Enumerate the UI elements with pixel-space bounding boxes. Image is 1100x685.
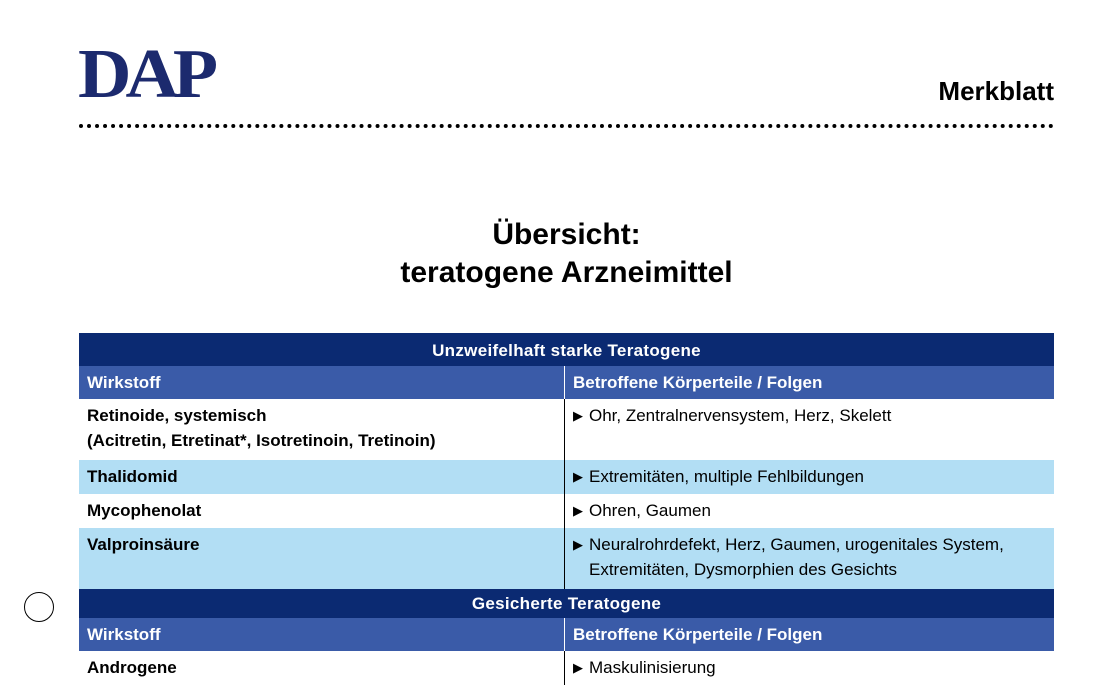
substance-name: Valproinsäure	[87, 535, 200, 554]
effects-cell	[565, 528, 1054, 589]
column-header-effects: Betroffene Körperteile / Folgen	[573, 373, 823, 392]
section-heading-strong-teratogens: Unzweifelhaft starke Teratogene	[79, 333, 1054, 366]
effects-text: Maskulinisierung	[589, 658, 716, 677]
table-row	[79, 399, 1054, 460]
effects-text: Ohren, Gaumen	[589, 501, 711, 520]
effects-text: Neuralrohrdefekt, Herz, Gaumen, urogenitales System,	[589, 535, 1004, 554]
bullet-triangle-icon: ▶	[573, 537, 583, 552]
title-line-2: teratogene Arzneimittel	[400, 256, 733, 289]
substance-cell	[79, 460, 565, 494]
substance-name: Thalidomid	[87, 467, 178, 486]
substance-cell	[79, 399, 565, 460]
document-type-label: Merkblatt	[938, 76, 1054, 106]
column-header-substance: Wirkstoff	[79, 366, 565, 399]
bullet-triangle-icon: ▶	[573, 503, 583, 518]
table-row	[79, 528, 1054, 589]
column-header-effects: Betroffene Körperteile / Folgen	[573, 625, 823, 644]
page-title	[0, 216, 1100, 292]
effects-cell	[565, 399, 1054, 460]
bullet-triangle-icon: ▶	[573, 660, 583, 675]
substance-detail: (Acitretin, Etretinat*, Isotretinoin, Tretinoin)	[87, 431, 436, 450]
punch-hole-circle	[24, 592, 54, 622]
title-line-1: Übersicht:	[492, 218, 641, 251]
effects-cell	[565, 460, 1054, 494]
substance-name: Retinoide, systemisch	[87, 406, 267, 425]
effects-cell	[565, 651, 1054, 685]
table-row	[79, 494, 1054, 528]
effects-text: Extremitäten, multiple Fehlbildungen	[589, 467, 864, 486]
header-divider	[79, 124, 1054, 128]
column-header-row	[79, 366, 1054, 399]
table-row	[79, 651, 1054, 685]
substance-cell	[79, 528, 565, 589]
substance-cell	[79, 494, 565, 528]
effects-text: Ohr, Zentralnervensystem, Herz, Skelett	[589, 406, 892, 425]
teratogen-table	[79, 333, 1054, 685]
effects-cell	[565, 494, 1054, 528]
section-heading-confirmed-teratogens: Gesicherte Teratogene	[79, 589, 1054, 618]
table-row	[79, 460, 1054, 494]
dap-logo: DAP	[78, 35, 213, 113]
substance-cell	[79, 651, 565, 685]
column-header-row	[79, 618, 1054, 651]
effects-text-continued: Extremitäten, Dysmorphien des Gesichts	[589, 560, 898, 579]
bullet-triangle-icon: ▶	[573, 408, 583, 423]
substance-name: Mycophenolat	[87, 501, 202, 520]
column-header-substance: Wirkstoff	[79, 618, 565, 651]
bullet-triangle-icon: ▶	[573, 469, 583, 484]
substance-name: Androgene	[87, 658, 177, 677]
